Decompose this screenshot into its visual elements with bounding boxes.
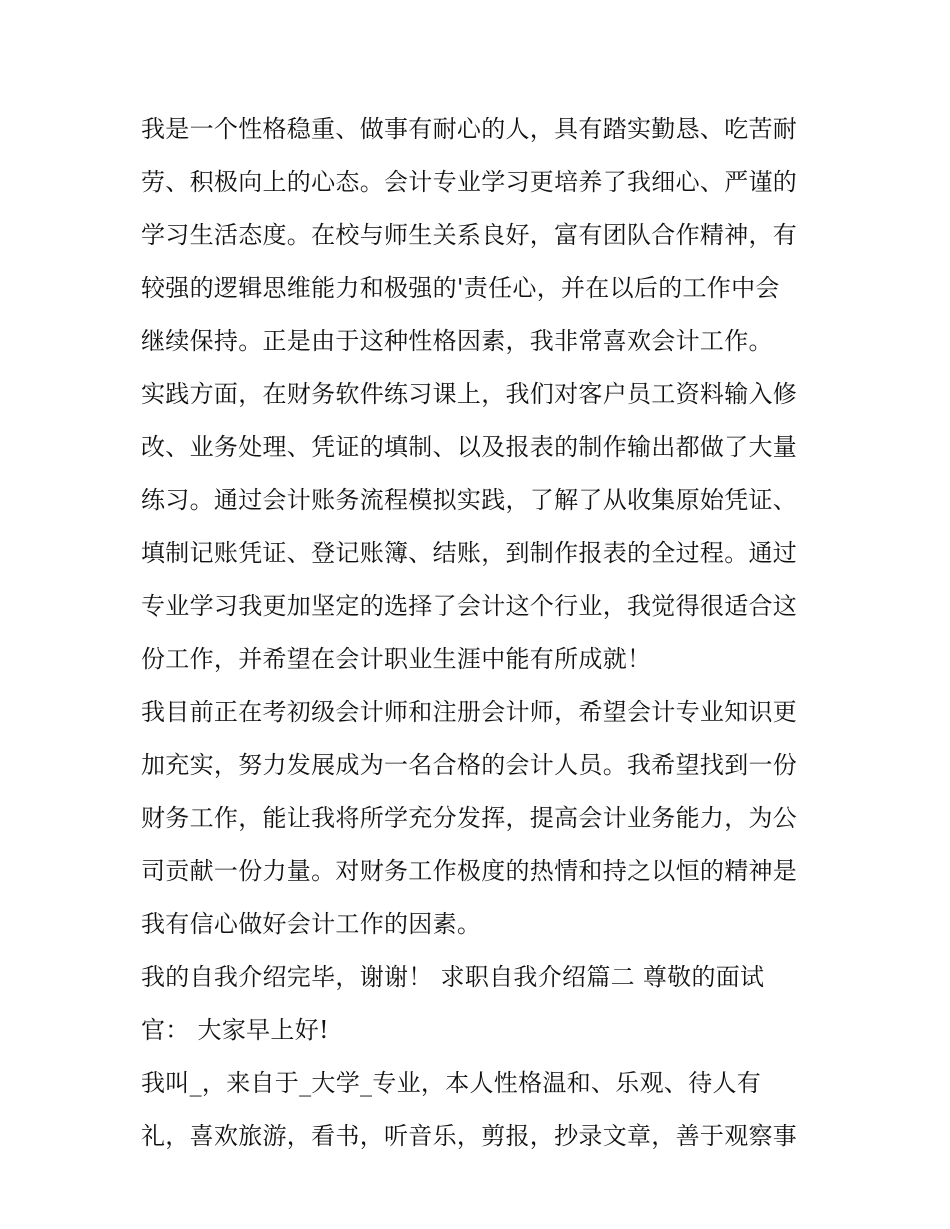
text-line: 财务工作，能让我将所学充分发挥，提高会计业务能力，为公 xyxy=(141,804,798,832)
text-line: 改、业务处理、凭证的填制、以及报表的制作输出都做了大量 xyxy=(141,433,798,461)
text-line: 份工作，并希望在会计职业生涯中能有所成就！ xyxy=(141,645,652,673)
text-line: 实践方面，在财务软件练习课上，我们对客户员工资料输入修 xyxy=(141,380,798,408)
text-line: 我是一个性格稳重、做事有耐心的人，具有踏实勤恳、吃苦耐 xyxy=(141,115,798,143)
text-line: 学习生活态度。在校与师生关系良好，富有团队合作精神，有 xyxy=(141,221,798,249)
text-line: 专业学习我更加坚定的选择了会计这个行业，我觉得很适合这 xyxy=(141,592,798,620)
text-line: 较强的逻辑思维能力和极强的'责任心，并在以后的工作中会 xyxy=(141,274,780,302)
text-line: 司贡献一份力量。对财务工作极度的热情和持之以恒的精神是 xyxy=(141,857,798,885)
text-line: 礼，喜欢旅游，看书，听音乐，剪报，抄录文章，善于观察事 xyxy=(141,1122,798,1150)
text-line: 加充实，努力发展成为一名合格的会计人员。我希望找到一份 xyxy=(141,751,798,779)
text-line: 我目前正在考初级会计师和注册会计师，希望会计专业知识更 xyxy=(141,698,798,726)
text-line: 继续保持。正是由于这种性格因素，我非常喜欢会计工作。 xyxy=(141,327,773,355)
text-line: 官： 大家早上好! xyxy=(141,1016,329,1044)
text-line: 我叫_，来自于_大学_专业，本人性格温和、乐观、待人有 xyxy=(141,1069,762,1097)
text-line: 练习。通过会计账务流程模拟实践，了解了从收集原始凭证、 xyxy=(141,486,798,514)
text-line: 劳、积极向上的心态。会计专业学习更培养了我细心、严谨的 xyxy=(141,168,798,196)
text-line: 填制记账凭证、登记账簿、结账，到制作报表的全过程。通过 xyxy=(141,539,798,567)
text-line: 我的自我介绍完毕，谢谢！ 求职自我介绍篇二 尊敬的面试 xyxy=(141,963,765,991)
text-line: 我有信心做好会计工作的因素。 xyxy=(141,910,482,938)
